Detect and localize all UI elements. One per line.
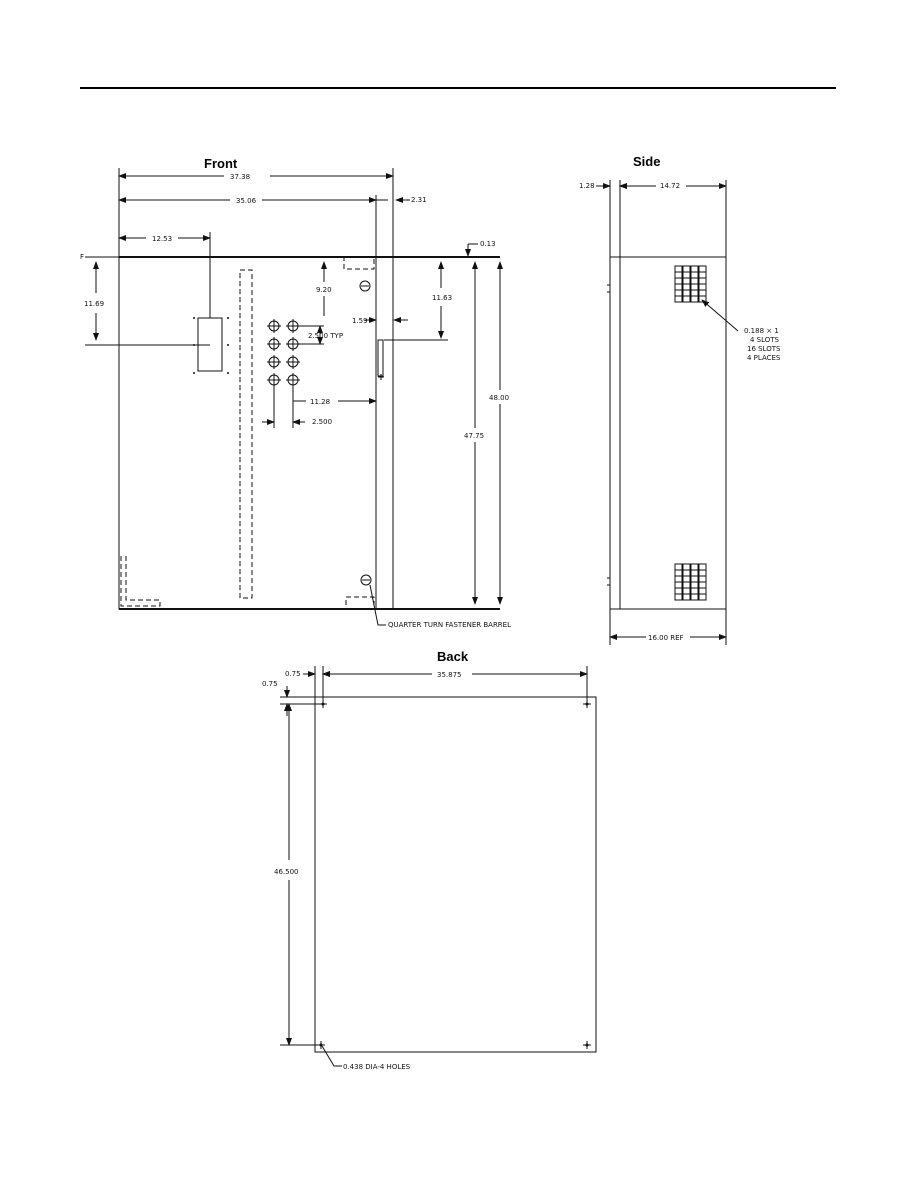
side-body (620, 257, 726, 609)
dim-inner-height: 47.75 (464, 432, 485, 440)
dim-hole-pitch: 2.500 (312, 418, 333, 426)
vent-slots-top (675, 266, 706, 302)
corner-mark: F (80, 253, 85, 261)
dim-right-offset: 2.31 (411, 196, 427, 204)
slot-note-line-4: 4 PLACES (747, 354, 781, 362)
front-rail-outline (240, 270, 252, 598)
dim-hole-inset-x: 0.75 (285, 670, 301, 678)
dim-hole-spacing-x: 35.875 (437, 671, 462, 679)
back-view (262, 649, 596, 1071)
dim-inner-width: 35.06 (236, 197, 257, 205)
dim-hole-spacing-y: 46.500 (274, 868, 299, 876)
dim-overall-width: 37.38 (230, 173, 251, 181)
dim-top-offset: 0.13 (480, 240, 496, 248)
vent-slots-bottom (675, 564, 706, 600)
back-hole-callout: 0.438 DIA-4 HOLES (343, 1063, 411, 1071)
dim-hole-inset-y: 0.75 (262, 680, 278, 688)
dim-knockout-top: 9.20 (316, 286, 332, 294)
knockout-holes (267, 319, 300, 387)
dim-cutout-height: 11.69 (84, 300, 105, 308)
slot-note-line-1: 0.188 × 1 (744, 327, 779, 335)
mounting-holes (317, 700, 591, 1049)
side-view (579, 154, 781, 645)
dim-overall-height: 48.00 (489, 394, 510, 402)
side-title: Side (633, 154, 661, 169)
dim-latch-offset: 1.59 (352, 317, 368, 325)
front-fastener-callout: QUARTER TURN FASTENER BARREL (388, 621, 511, 629)
front-outline (119, 257, 393, 609)
back-outline (315, 697, 596, 1052)
front-view (80, 156, 511, 629)
slot-note-line-2: 4 SLOTS (750, 336, 780, 344)
front-title: Front (204, 156, 238, 171)
dim-cutout-left: 12.53 (152, 235, 173, 243)
side-door (610, 257, 620, 609)
dim-total-depth: 16.00 REF (648, 634, 684, 642)
dim-hole-spacing: 2.500 TYP (308, 332, 344, 340)
dim-door-depth: 1.28 (579, 182, 595, 190)
front-latch (378, 340, 383, 376)
back-title: Back (437, 649, 469, 664)
dim-latch-height: 11.63 (432, 294, 453, 302)
dim-hole-to-edge: 11.28 (310, 398, 331, 406)
dim-body-depth: 14.72 (660, 182, 681, 190)
slot-note-line-3: 16 SLOTS (747, 345, 781, 353)
